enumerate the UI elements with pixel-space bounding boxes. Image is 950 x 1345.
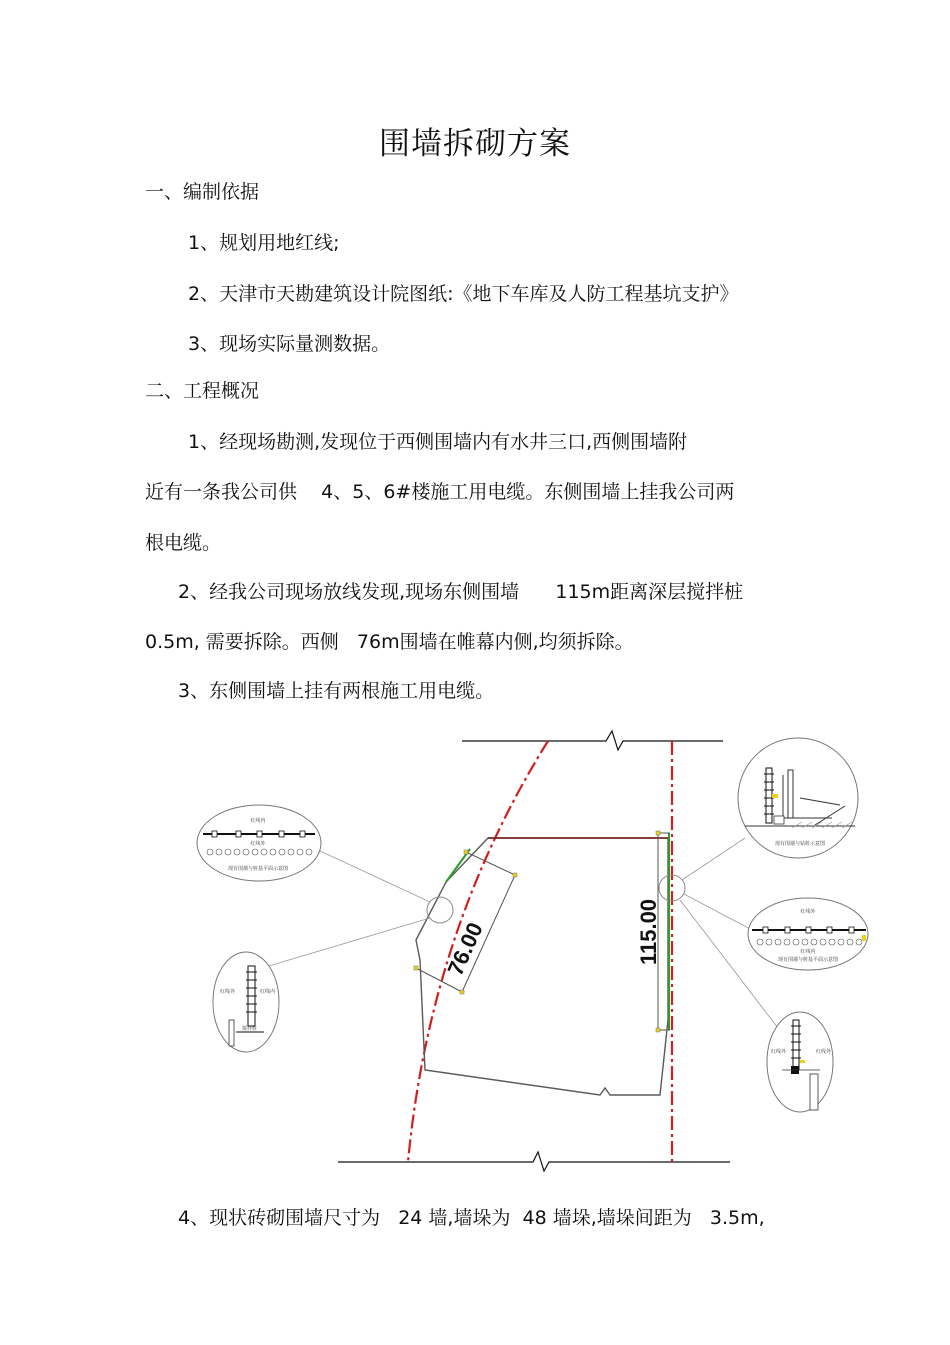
callout-right-bottom-label-left: 红线外 xyxy=(771,1049,787,1055)
callout-right-top-caption: 现有围墙与钻桩示意图 xyxy=(774,841,826,847)
east-dimension-label: 115.00 xyxy=(636,898,661,966)
callout-left-bottom xyxy=(213,952,279,1052)
leader-lines xyxy=(262,838,778,1028)
west-dimension-label: 76.00 xyxy=(442,918,488,980)
callout-left-top-caption: 现有围墙与桩基平面示意图 xyxy=(227,866,289,872)
callout-right-top xyxy=(738,738,858,858)
callout-left-bottom-label-right: 红线内 xyxy=(260,989,276,995)
section2-p2-line1: 2、经我公司现场放线发现,现场东侧围墙 115m距离深层搅拌桩 xyxy=(178,581,744,603)
callout-left-top xyxy=(197,805,321,881)
page-title: 围墙拆砌方案 xyxy=(379,126,571,162)
section1-item-3: 3、现场实际量测数据。 xyxy=(188,333,391,355)
callout-left-top-bottom-label: 红线外 xyxy=(250,841,266,847)
section2-p3: 3、东侧围墙上挂有两根施工用电缆。 xyxy=(178,680,495,702)
section1-item-2: 2、天津市天勘建筑设计院图纸:《地下车库及人防工程基坑支护》 xyxy=(188,283,739,305)
section2-p1-line1: 1、经现场勘测,发现位于西侧围墙内有水井三口,西侧围墙附 xyxy=(188,431,688,453)
top-break-line xyxy=(462,731,723,750)
section1-heading: 一、编制依据 xyxy=(145,181,260,203)
west-red-line xyxy=(408,741,548,1162)
callout-right-bottom-label-right: 红线外 xyxy=(816,1049,832,1055)
section2-p1-line2: 近有一条我公司供 4、5、6#楼施工用电缆。东侧围墙上挂我公司两 xyxy=(145,481,735,503)
section2-p4: 4、现状砖砌围墙尺寸为 24 墙,墙垛为 48 墙垛,墙垛间距为 3.5m, xyxy=(178,1207,765,1229)
callout-right-mid xyxy=(748,898,868,970)
section2-heading: 二、工程概况 xyxy=(145,380,260,402)
section1-item-1: 1、规划用地红线; xyxy=(188,232,340,254)
callout-right-bottom xyxy=(767,1012,833,1112)
callout-right-mid-top-label: 红线外 xyxy=(800,909,816,915)
section2-p1-line3: 根电缆。 xyxy=(145,532,222,554)
callout-left-bottom-label-left: 红线外 xyxy=(220,989,236,995)
callout-left-bottom-label-bottom: 搅拌桩 xyxy=(242,1026,258,1032)
callout-right-mid-bottom-label: 红线内 xyxy=(800,949,816,955)
section2-p2-line2: 0.5m, 需要拆除。西侧 76m围墙在帷幕内侧,均须拆除。 xyxy=(145,631,634,653)
callout-right-mid-caption: 现有围墙与桩基平面示意图 xyxy=(777,957,839,963)
callout-left-top-top-label: 红线内 xyxy=(250,818,266,824)
